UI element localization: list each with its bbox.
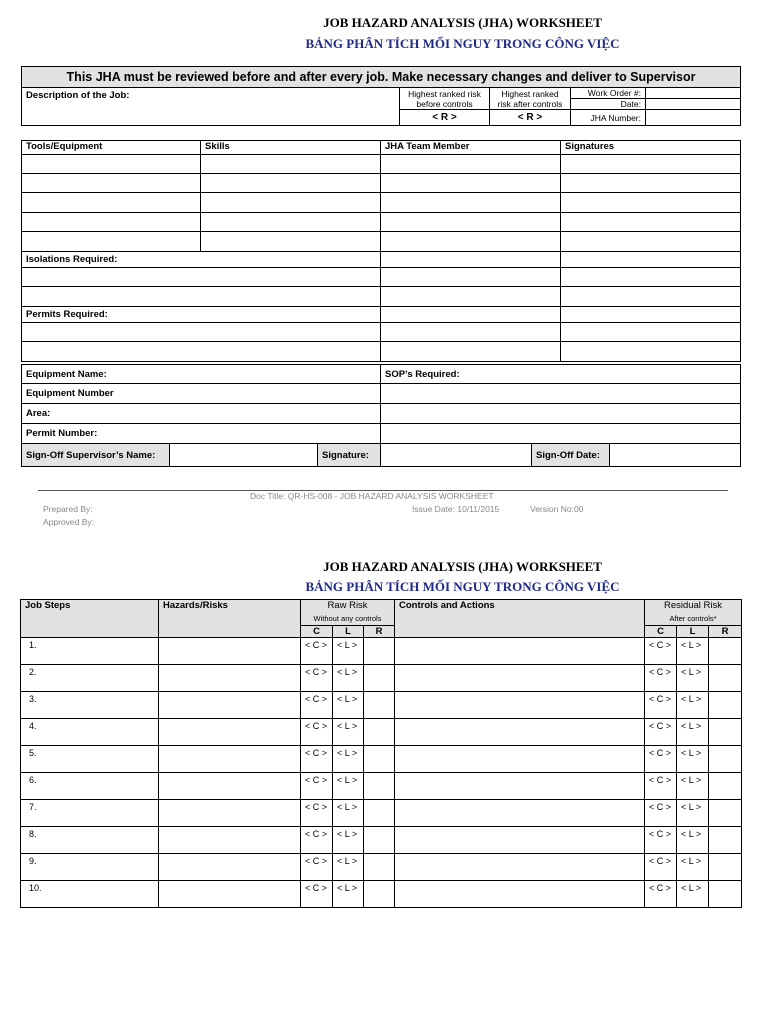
job-step-cell[interactable]: 3. [21, 692, 159, 719]
page-subtitle: BẢNG PHÂN TÍCH MỐI NGUY TRONG CÔNG VIỆC [305, 36, 620, 51]
residual-risk-header: Residual Risk [645, 600, 742, 613]
signature-label: Signature: [318, 444, 381, 467]
job-step-cell[interactable]: 2. [21, 665, 159, 692]
job-step-cell[interactable]: 1. [21, 638, 159, 665]
raw-r-cell[interactable] [364, 854, 395, 881]
residual-risk-subheader: After controls* [645, 613, 742, 626]
approved-by-label: Approved By: [43, 517, 95, 527]
signature-cell[interactable] [561, 174, 741, 193]
residual-r-cell[interactable] [709, 773, 742, 800]
signature-cell[interactable] [561, 193, 741, 213]
raw-r-cell[interactable] [364, 746, 395, 773]
raw-r-cell[interactable] [364, 665, 395, 692]
hazard-cell[interactable] [159, 746, 301, 773]
residual-l-cell[interactable]: < L > [677, 692, 709, 719]
work-order-field[interactable] [646, 88, 741, 99]
team-member-cell[interactable] [381, 287, 561, 307]
raw-r-cell[interactable] [364, 827, 395, 854]
tool-cell[interactable] [22, 213, 201, 232]
signoff-date-field[interactable] [610, 444, 741, 467]
prepared-by-label: Prepared By: [43, 504, 93, 514]
date-field[interactable] [646, 99, 741, 110]
equipment-name-label: Equipment Name: [26, 368, 107, 380]
team-member-cell[interactable] [381, 307, 561, 323]
hazard-cell[interactable] [159, 719, 301, 746]
issue-date: Issue Date: 10/11/2015 [412, 504, 500, 514]
highest-risk-before-label: Highest ranked risk before controls [400, 88, 490, 110]
equipment-table [21, 364, 741, 444]
residual-l-cell[interactable]: < L > [677, 665, 709, 692]
permits-field[interactable] [22, 342, 381, 362]
team-member-cell[interactable] [381, 342, 561, 362]
raw-l-cell[interactable]: < L > [333, 719, 364, 746]
date-label: Date: [571, 99, 646, 110]
raw-l-cell[interactable]: < L > [333, 692, 364, 719]
raw-l-cell[interactable]: < L > [333, 800, 364, 827]
job-step-cell[interactable]: 5. [21, 746, 159, 773]
team-member-header: JHA Team Member [381, 141, 561, 155]
hazard-cell[interactable] [159, 800, 301, 827]
controls-cell[interactable] [395, 854, 645, 881]
jha-number-field[interactable] [646, 110, 741, 126]
residual-l-header: L [677, 626, 709, 638]
job-step-row [21, 719, 742, 746]
permit-number-label: Permit Number: [26, 428, 98, 439]
residual-c-cell[interactable]: < C > [645, 800, 677, 827]
raw-c-cell[interactable]: < C > [301, 746, 333, 773]
job-step-row [21, 746, 742, 773]
job-info-table [21, 66, 741, 126]
raw-c-cell[interactable]: < C > [301, 854, 333, 881]
residual-r-cell[interactable] [709, 800, 742, 827]
residual-l-cell[interactable]: < L > [677, 854, 709, 881]
job-step-cell[interactable]: 9. [21, 854, 159, 881]
raw-r-cell[interactable] [364, 719, 395, 746]
hazard-cell[interactable] [159, 827, 301, 854]
job-step-row [21, 638, 742, 665]
signature-cell[interactable] [561, 155, 741, 174]
job-steps-table [20, 599, 742, 908]
sops-field[interactable] [381, 365, 741, 384]
job-description-field[interactable] [22, 88, 400, 126]
hazard-cell[interactable] [159, 692, 301, 719]
isolations-label: Isolations Required: [22, 252, 381, 268]
signature-cell[interactable] [561, 342, 741, 362]
skill-cell[interactable] [201, 155, 381, 174]
team-member-cell[interactable] [381, 323, 561, 342]
raw-risk-header: Raw Risk [301, 600, 395, 613]
page2-subtitle: BẢNG PHÂN TÍCH MỐI NGUY TRONG CÔNG VIỆC [305, 579, 620, 594]
job-step-cell[interactable]: 6. [21, 773, 159, 800]
hazard-cell[interactable] [159, 881, 301, 908]
residual-r-cell[interactable] [709, 854, 742, 881]
residual-r-cell[interactable] [709, 827, 742, 854]
team-member-cell[interactable] [381, 268, 561, 287]
signatures-header: Signatures [561, 141, 741, 155]
supervisor-name-field[interactable] [170, 444, 318, 467]
team-member-cell[interactable] [381, 174, 561, 193]
residual-c-header: C [645, 626, 677, 638]
signature-cell[interactable] [561, 232, 741, 252]
sops-label: SOP’s Required: [385, 368, 460, 380]
signature-cell[interactable] [561, 268, 741, 287]
raw-l-cell[interactable]: < L > [333, 638, 364, 665]
raw-c-cell[interactable]: < C > [301, 800, 333, 827]
residual-r-cell[interactable] [709, 638, 742, 665]
permit-number-field[interactable] [22, 424, 381, 444]
raw-c-cell[interactable]: < C > [301, 881, 333, 908]
job-step-row [21, 800, 742, 827]
job-step-cell[interactable]: 8. [21, 827, 159, 854]
raw-c-cell[interactable]: < C > [301, 638, 333, 665]
supervisor-name-label: Sign-Off Supervisor’s Name: [22, 444, 170, 467]
job-step-cell[interactable]: 7. [21, 800, 159, 827]
residual-c-cell[interactable]: < C > [645, 827, 677, 854]
hazard-cell[interactable] [159, 854, 301, 881]
raw-l-cell[interactable]: < L > [333, 854, 364, 881]
job-step-row [21, 773, 742, 800]
residual-r-cell[interactable] [709, 665, 742, 692]
raw-r-cell[interactable] [364, 881, 395, 908]
raw-l-cell[interactable]: < L > [333, 881, 364, 908]
equipment-number-label: Equipment Number [26, 388, 114, 399]
residual-r-cell[interactable] [709, 719, 742, 746]
job-step-row [21, 881, 742, 908]
hazard-cell[interactable] [159, 638, 301, 665]
raw-l-cell[interactable]: < L > [333, 773, 364, 800]
residual-l-cell[interactable]: < L > [677, 881, 709, 908]
job-step-row [21, 827, 742, 854]
signature-cell[interactable] [561, 323, 741, 342]
tools-header: Tools/Equipment [22, 141, 201, 155]
sops-field[interactable] [381, 404, 741, 424]
controls-cell[interactable] [395, 773, 645, 800]
area-field[interactable] [22, 404, 381, 424]
controls-cell[interactable] [395, 719, 645, 746]
raw-l-cell[interactable]: < L > [333, 827, 364, 854]
risk-before-field[interactable]: < R > [400, 110, 490, 126]
controls-cell[interactable] [395, 881, 645, 908]
residual-c-cell[interactable]: < C > [645, 773, 677, 800]
controls-header: Controls and Actions [395, 600, 645, 638]
residual-l-cell[interactable]: < L > [677, 719, 709, 746]
residual-c-cell[interactable]: < C > [645, 719, 677, 746]
team-member-cell[interactable] [381, 232, 561, 252]
controls-cell[interactable] [395, 665, 645, 692]
residual-r-header: R [709, 626, 742, 638]
isolations-field[interactable] [22, 287, 381, 307]
controls-cell[interactable] [395, 692, 645, 719]
tool-cell[interactable] [22, 193, 201, 213]
signoff-date-label: Sign-Off Date: [532, 444, 610, 467]
job-steps-body [21, 638, 742, 908]
jha-number-label: JHA Number: [571, 110, 646, 126]
tools-team-table [21, 140, 741, 362]
residual-c-cell[interactable]: < C > [645, 665, 677, 692]
team-member-cell[interactable] [381, 193, 561, 213]
risk-after-field[interactable]: < R > [490, 110, 571, 126]
permits-label: Permits Required: [22, 307, 381, 323]
controls-cell[interactable] [395, 827, 645, 854]
raw-r-cell[interactable] [364, 692, 395, 719]
signature-cell[interactable] [561, 213, 741, 232]
highest-risk-after-label: Highest ranked risk after controls [490, 88, 571, 110]
raw-c-cell[interactable]: < C > [301, 827, 333, 854]
raw-r-cell[interactable] [364, 638, 395, 665]
page2-title: JOB HAZARD ANALYSIS (JHA) WORKSHEET [323, 559, 602, 574]
job-step-row [21, 692, 742, 719]
hazards-header: Hazards/Risks [159, 600, 301, 638]
team-member-cell[interactable] [381, 155, 561, 174]
isolations-field[interactable] [22, 268, 381, 287]
raw-l-cell[interactable]: < L > [333, 746, 364, 773]
raw-c-cell[interactable]: < C > [301, 665, 333, 692]
skill-cell[interactable] [201, 213, 381, 232]
residual-l-cell[interactable]: < L > [677, 773, 709, 800]
raw-l-cell[interactable]: < L > [333, 665, 364, 692]
job-step-row [21, 665, 742, 692]
signature-cell[interactable] [561, 307, 741, 323]
residual-c-cell[interactable]: < C > [645, 638, 677, 665]
controls-cell[interactable] [395, 800, 645, 827]
raw-l-header: L [333, 626, 364, 638]
residual-l-cell[interactable]: < L > [677, 827, 709, 854]
raw-c-cell[interactable]: < C > [301, 773, 333, 800]
equipment-number-field[interactable] [22, 384, 381, 404]
residual-l-cell[interactable]: < L > [677, 638, 709, 665]
page-title: JOB HAZARD ANALYSIS (JHA) WORKSHEET [323, 15, 602, 30]
controls-cell[interactable] [395, 746, 645, 773]
job-description-label: Description of the Job: [26, 90, 130, 101]
signature-cell[interactable] [561, 252, 741, 268]
raw-r-cell[interactable] [364, 800, 395, 827]
raw-risk-subheader: Without any controls [301, 613, 395, 626]
work-order-label: Work Order #: [571, 88, 646, 99]
raw-r-header: R [364, 626, 395, 638]
team-member-cell[interactable] [381, 213, 561, 232]
job-step-cell[interactable]: 4. [21, 719, 159, 746]
residual-l-cell[interactable]: < L > [677, 800, 709, 827]
residual-c-cell[interactable]: < C > [645, 881, 677, 908]
version-number: Version No:00 [530, 504, 584, 514]
tool-cell[interactable] [22, 155, 201, 174]
team-member-cell[interactable] [381, 252, 561, 268]
residual-c-cell[interactable]: < C > [645, 854, 677, 881]
sops-field[interactable] [381, 384, 741, 404]
raw-c-header: C [301, 626, 333, 638]
raw-c-cell[interactable]: < C > [301, 719, 333, 746]
controls-cell[interactable] [395, 638, 645, 665]
job-step-row [21, 854, 742, 881]
tool-cell[interactable] [22, 174, 201, 193]
doc-title: Doc Title: QR-HS-008 - JOB HAZARD ANALYSIS WORKSHEET [250, 491, 494, 501]
review-notice: This JHA must be reviewed before and after every job. Make necessary changes and deliver to Supervisor [22, 67, 741, 88]
residual-r-cell[interactable] [709, 746, 742, 773]
raw-r-cell[interactable] [364, 773, 395, 800]
signature-cell[interactable] [561, 287, 741, 307]
residual-l-cell[interactable]: < L > [677, 746, 709, 773]
residual-c-cell[interactable]: < C > [645, 746, 677, 773]
hazard-cell[interactable] [159, 665, 301, 692]
skill-cell[interactable] [201, 232, 381, 252]
tool-cell[interactable] [22, 232, 201, 252]
hazard-cell[interactable] [159, 773, 301, 800]
skill-cell[interactable] [201, 193, 381, 213]
residual-r-cell[interactable] [709, 692, 742, 719]
raw-c-cell[interactable]: < C > [301, 692, 333, 719]
residual-r-cell[interactable] [709, 881, 742, 908]
residual-c-cell[interactable]: < C > [645, 692, 677, 719]
skill-cell[interactable] [201, 174, 381, 193]
area-label: Area: [26, 408, 51, 419]
supervisor-signature-field[interactable] [381, 444, 532, 467]
permits-field[interactable] [22, 323, 381, 342]
sops-field[interactable] [381, 424, 741, 444]
skills-header: Skills [201, 141, 381, 155]
equipment-name-field[interactable] [22, 365, 381, 384]
job-steps-header: Job Steps [21, 600, 159, 638]
job-step-cell[interactable]: 10. [21, 881, 159, 908]
signoff-table [21, 443, 741, 467]
